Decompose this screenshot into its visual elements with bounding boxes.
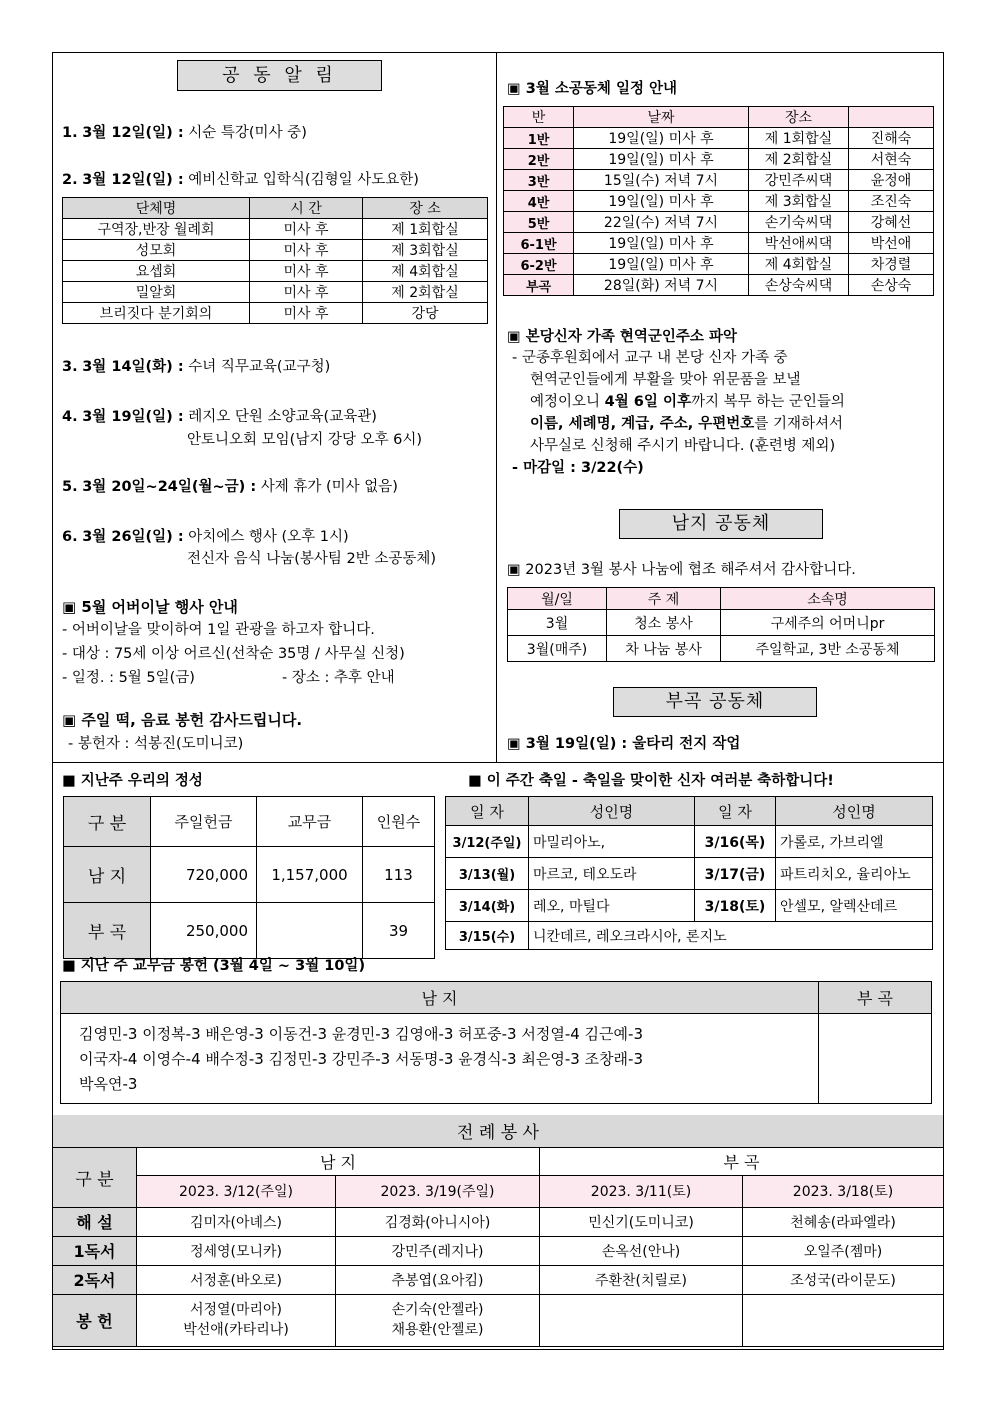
offering-heading: ■ 지난주 우리의 정성 bbox=[62, 773, 203, 789]
parents-day-line-1: - 어버이날을 맞이하여 1일 관광을 하고자 합니다. bbox=[62, 622, 375, 638]
dues-table: 남 지 부 곡 김영민-3 이정복-3 배은영-3 이동건-3 윤경민-3 김영애-3 허포중-3 서정열-4 김근예-3 이국자-4 이영수-4 배수정-3 김정민-3 강민주-3 서동명-3 윤경식-3 최은영-3 조창래-3 박옥연-3 bbox=[60, 981, 932, 1104]
notice-3: 3. 3월 14일(화) : 수녀 직무교육(교구청) bbox=[62, 359, 331, 375]
military-line-5: 사무실로 신청해 주시기 바랍니다. (훈련병 제외) bbox=[530, 438, 836, 454]
offering-server-1: 서정열(마리아) bbox=[189, 1302, 283, 1318]
feast-table: 일 자 성인명 일 자 성인명 3/12(주일) 마밀리아노, 3/16(목) 가롤로, 가브리엘 3/13(월) 마르코, 테오도라 3/17(금) 파트리치오, 율리아노 3/14(화) 레오, 마틸다 3/18(토) 안셀모, 알렉산데르 3/15(수) 니칸데르, 레오크라시아, 론지노 bbox=[445, 796, 933, 950]
offering-server-2: 박선애(카타리나) bbox=[183, 1322, 289, 1338]
namji-title: 남지 공동체 bbox=[619, 509, 823, 539]
dues-line-3: 박옥연-3 bbox=[79, 1075, 138, 1093]
military-deadline: - 마감일 : 3/22(수) bbox=[512, 460, 644, 476]
section-divider bbox=[52, 762, 944, 763]
dues-heading: ■ 지난 주 교무금 봉헌 (3월 4일 ~ 3월 10일) bbox=[62, 958, 366, 974]
military-line-1: - 군종후원회에서 교구 내 본당 신자 가족 중 bbox=[512, 350, 788, 366]
military-line-2: 현역군인들에게 부활을 맞아 위문품을 보낼 bbox=[530, 372, 801, 388]
parents-day-heading: ▣ 5월 어버이날 행사 안내 bbox=[62, 598, 238, 616]
notice-6-line2: 전신자 음식 나눔(봉사팀 2반 소공동체) bbox=[187, 551, 437, 567]
parents-day-line-4: - 장소 : 추후 안내 bbox=[282, 670, 395, 686]
notice-6: 6. 3월 26일(일) : 아치에스 행사 (오후 1시) bbox=[62, 529, 349, 545]
schedule-table: 반 날짜 장소 1반 19일(일) 미사 후 제 1회합실 진해숙 2반 19일(일) 미사 후 제 2회합실 서현숙 3반 15일(수) 저녁 7시 강민주씨댁 윤정애 4반 19일(일) 미사 후 제 3회합실 조진숙 5반 22일(수) 저녁 7시 손기숙씨댁 강혜선 6-1반 19일(일) 미사 후 박선애씨댁 박선애 6-2반 19일(일) 미사 후 제 4회합실 차경렬 부곡 28일(화) 저녁 7시 손상숙씨댁 손상숙 bbox=[503, 106, 934, 296]
notice-4-line2: 안토니오회 모임(남지 강당 오후 6시) bbox=[187, 432, 423, 448]
military-line-4: 이름, 세례명, 계급, 주소, 우편번호를 기재하셔서 bbox=[530, 416, 843, 432]
notice-4: 4. 3월 19일(일) : 레지오 단원 소양교육(교육관) bbox=[62, 409, 377, 425]
notice-1: 1. 3월 12일(일) : 시순 특강(미사 중) bbox=[62, 125, 307, 141]
offering-table: 구 분 주일헌금 교무금 인원수 남 지 720,000 1,157,000 113 부 곡 250,000 39 bbox=[63, 796, 435, 959]
notice-5: 5. 3월 20일~24일(월~금) : 사제 휴가 (미사 없음) bbox=[62, 479, 398, 495]
group-table: 단체명 시 간 장 소 구역장,반장 월례회 미사 후 제 1회합실 성모회 미사 후 제 3회합실 요셉회 미사 후 제 4회합실 밀알회 미사 후 제 2회합실 브리짓다 분기회의 미사 후 강당 bbox=[62, 197, 488, 324]
offering-server-4: 채용환(안젤로) bbox=[391, 1322, 484, 1338]
military-heading: ▣ 본당신자 가족 현역군인주소 파악 bbox=[507, 329, 737, 345]
feast-heading: ■ 이 주간 축일 - 축일을 맞이한 신자 여러분 축하합니다! bbox=[468, 773, 834, 789]
notice-2: 2. 3월 12일(일) : 예비신학교 입학식(김형일 사도요한) bbox=[62, 172, 419, 188]
bugok-title: 부곡 공동체 bbox=[613, 687, 817, 717]
liturgy-table: 전 례 봉 사 구 분 남 지 부 곡 2023. 3/12(주일) 2023. 3/19(주일) 2023. 3/11(토) 2023. 3/18(토) 해 설 김미자(아녜스) 김경화(아니시아) 민신기(도미니코) 천혜송(라파엘라) 1독서 정세영(모니카) 강민주(레지나) 손옥선(안나) 오일주(젬마) 2독서 서정훈(바오로) 추봉엽(요아킴) 주환찬(치릴로) 조성국(라이문도) 봉 헌 서정열(마리아) 박선애(카타리나) 손기숙(안젤라) 채용환(안젤로) bbox=[52, 1115, 944, 1347]
parents-day-line-2: - 대상 : 75세 이상 어르신(선착순 35명 / 사무실 신청) bbox=[62, 646, 405, 662]
bugok-item: ▣ 3월 19일(일) : 울타리 전지 작업 bbox=[507, 736, 741, 752]
service-table: 월/일 주 제 소속명 3월 청소 봉사 구세주의 어머니pr 3월(매주) 차 나눔 봉사 주일학교, 3반 소공동체 bbox=[507, 587, 935, 662]
parents-day-line-3: - 일정. : 5월 5일(금) bbox=[62, 670, 195, 686]
schedule-heading: ▣ 3월 소공동체 일정 안내 bbox=[507, 81, 678, 97]
service-heading: ▣ 2023년 3월 봉사 나눔에 협조 해주셔서 감사합니다. bbox=[507, 562, 856, 578]
dues-line-2: 이국자-4 이영수-4 배수정-3 김정민-3 강민주-3 서동명-3 윤경식-3 최은영-3 조창래-3 bbox=[79, 1050, 643, 1068]
dues-line-1: 김영민-3 이정복-3 배은영-3 이동건-3 윤경민-3 김영애-3 허포중-3 서정열-4 김근예-3 bbox=[79, 1025, 643, 1043]
offering-server-3: 손기숙(안젤라) bbox=[391, 1302, 484, 1318]
notice-title: 공 동 알 림 bbox=[177, 60, 382, 91]
column-divider bbox=[496, 52, 497, 762]
rice-cake-heading: ▣ 주일 떡, 음료 봉헌 감사드립니다. bbox=[62, 711, 303, 729]
military-line-3: 예정이오니 4월 6일 이후까지 복무 하는 군인들의 bbox=[530, 394, 845, 410]
rice-cake-line: - 봉헌자 : 석봉진(도미니코) bbox=[68, 736, 244, 752]
